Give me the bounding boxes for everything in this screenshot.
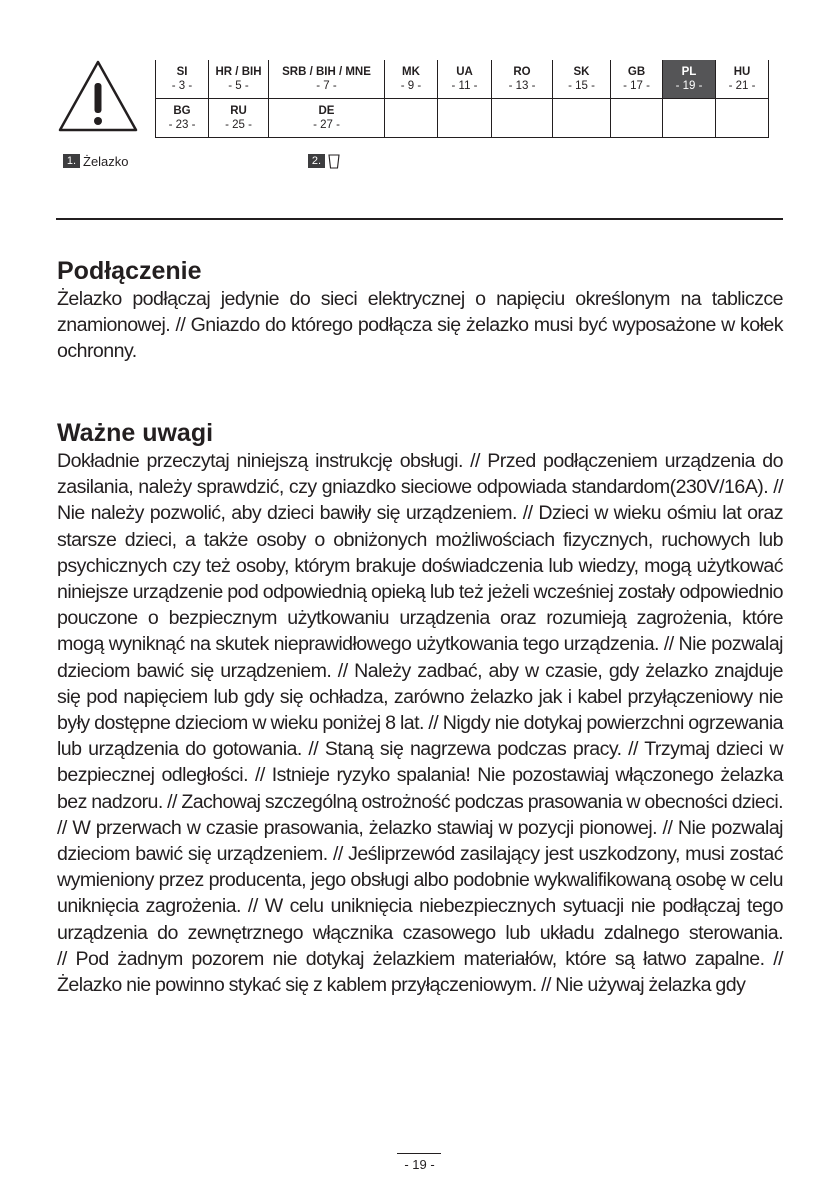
empty-cell bbox=[438, 99, 492, 138]
text-line: dzieciom bawić się urządzeniem. // Należy zadbać, aby w czasie, gdy żelazko znajduje bbox=[57, 659, 783, 682]
section-title: Podłączenie bbox=[57, 257, 202, 285]
header-divider bbox=[56, 218, 783, 220]
language-page: - 13 - bbox=[508, 80, 536, 92]
text-line: uniknięcia zagrożenia. // W celu uniknięcia niebezpiecznych sytuacji nie podłączaj tego bbox=[57, 895, 783, 918]
text-line: znamionowej. // Gniazdo do którego podłącza się żelazko musi być wyposażone w kołek bbox=[57, 314, 783, 337]
language-page: - 11 - bbox=[451, 80, 478, 92]
language-index-table bbox=[155, 60, 769, 138]
language-cell bbox=[438, 60, 492, 99]
text-line: wymieniony przez producenta, jego obsługi albo podobnie wykwalifikowaną osobę w celu bbox=[57, 869, 783, 892]
part-2 bbox=[308, 153, 340, 169]
part-number: 2. bbox=[308, 154, 325, 168]
language-cell bbox=[156, 60, 209, 99]
language-code: HR / BIH bbox=[215, 66, 262, 78]
language-code: HU bbox=[733, 66, 751, 78]
language-page: - 27 - bbox=[313, 119, 340, 131]
text-line: psychicznych czy też osoby, którym brakuje doświadczenia lub wiedzy, mogą użytkować bbox=[57, 554, 783, 577]
language-cell bbox=[716, 60, 769, 99]
language-page: - 17 - bbox=[623, 80, 650, 92]
language-code: UA bbox=[456, 66, 473, 78]
part-number: 1. bbox=[63, 154, 80, 168]
language-cell bbox=[492, 60, 553, 99]
text-line: pouczone o bezpiecznym użytkowaniu urządzenia oraz rozumieją zagrożenia, które bbox=[57, 607, 783, 630]
empty-cell bbox=[663, 99, 716, 138]
language-cell bbox=[269, 60, 385, 99]
language-code: RO bbox=[513, 66, 531, 78]
language-page: - 21 - bbox=[728, 80, 756, 92]
water-cup-icon bbox=[328, 154, 340, 169]
language-page: - 3 - bbox=[171, 80, 193, 92]
language-cell bbox=[156, 99, 209, 138]
language-cell bbox=[663, 60, 716, 99]
empty-cell bbox=[492, 99, 553, 138]
language-cell bbox=[611, 60, 663, 99]
text-line: urządzenia do zewnętrznego włącznika czasowego lub układu zdalnego sterowania. bbox=[57, 921, 783, 944]
language-cell bbox=[553, 60, 611, 99]
part-1 bbox=[63, 153, 129, 169]
section-important-notes bbox=[57, 418, 783, 998]
text-line: niniejsze urządzenie pod odpowiednią opieką lub też jeżeli wcześniej zostały odpowiednio bbox=[57, 581, 783, 604]
language-code: RU bbox=[230, 105, 247, 117]
part-label: Żelazko bbox=[83, 153, 129, 169]
language-code: SK bbox=[573, 66, 590, 78]
text-line: starsze dzieci, a także osoby o obniżonych możliwościach fizycznych, ruchowych lub bbox=[57, 528, 783, 551]
text-line: Żelazko podłączaj jedynie do sieci elektrycznej o napięciu określonym na tabliczce bbox=[57, 288, 783, 310]
text-line: // Pod żadnym pozorem nie dotykaj żelazkiem materiałów, które są łatwo zapalne. // bbox=[57, 947, 783, 970]
section-title: Ważne uwagi bbox=[57, 419, 214, 447]
footer-divider bbox=[397, 1153, 441, 1154]
language-page: - 25 - bbox=[225, 119, 252, 131]
language-cell bbox=[385, 60, 438, 99]
language-code: GB bbox=[627, 66, 646, 78]
language-code: SI bbox=[176, 66, 188, 78]
empty-cell bbox=[716, 99, 769, 138]
text-line: mogą wyniknąć na skutek nieprawidłowego użytkowania tego urządzenia. // Nie pozwalaj bbox=[57, 633, 783, 656]
section-body bbox=[57, 286, 783, 365]
text-line: dzieciom bawić się urządzeniem. // Jeśliprzewód zasilający jest uszkodzony, musi zostać bbox=[57, 843, 783, 866]
empty-cell bbox=[611, 99, 663, 138]
language-cell bbox=[209, 99, 269, 138]
text-line: Żelazko nie powinno stykać się z kablem przyłączeniowym. // Nie używaj żelazka gdy bbox=[57, 974, 746, 997]
language-code: MK bbox=[402, 66, 420, 78]
text-line: Dokładnie przeczytaj niniejszą instrukcję obsługi. // Przed podłączeniem urządzenia do bbox=[57, 450, 783, 472]
text-line: się pod napięciem lub gdy się ochładza, zarówno żelazko jak i kabel przyłączeniowy nie bbox=[57, 685, 783, 708]
language-code: DE bbox=[318, 105, 335, 117]
language-page: - 23 - bbox=[168, 119, 196, 131]
language-page: - 9 - bbox=[400, 80, 422, 92]
language-cell bbox=[269, 99, 385, 138]
language-page: - 7 - bbox=[316, 80, 337, 92]
language-code: BG bbox=[173, 105, 191, 117]
section-connection bbox=[57, 256, 783, 365]
empty-cell bbox=[553, 99, 611, 138]
text-line: zasilania, należy sprawdzić, czy gniazdko sieciowe odpowiada standardom(230V/16A). // bbox=[57, 476, 783, 499]
text-line: były dostępne dzieciom w wieku poniżej 8 lat. // Nigdy nie dotykaj powierzchni ogrzewania bbox=[57, 712, 783, 735]
warning-triangle-icon bbox=[56, 58, 140, 134]
text-line: Nie należy pozwolić, aby dzieci bawiły się urządzeniem. // Dzieci w wieku ośmiu lat oraz bbox=[57, 502, 783, 525]
language-page: - 5 - bbox=[228, 80, 249, 92]
text-line: bezpiecznej odległości. // Istnieje ryzyko spalania! Nie pozostawiaj włączonego żelazka bbox=[57, 764, 783, 787]
empty-cell bbox=[385, 99, 438, 138]
text-line: // W przerwach w czasie prasowania, żelazko stawiaj w pozycji pionowej. // Nie pozwalaj bbox=[57, 816, 783, 839]
text-line: ochronny. bbox=[57, 340, 137, 363]
language-cell bbox=[209, 60, 269, 99]
language-code: PL bbox=[681, 66, 697, 78]
page-number: - 19 - bbox=[404, 1157, 435, 1172]
section-body bbox=[57, 448, 783, 998]
text-line: lub urządzenia do gotowania. // Staną się nagrzewa podczas pracy. // Trzymaj dzieci w bbox=[57, 738, 783, 761]
language-page: - 19 - bbox=[675, 80, 703, 92]
language-page: - 15 - bbox=[568, 80, 595, 92]
language-code: SRB / BIH / MNE bbox=[282, 66, 371, 78]
text-line: bez nadzoru. // Zachowaj szczególną ostrożność podczas prasowania w obecności dzieci. bbox=[57, 790, 783, 813]
